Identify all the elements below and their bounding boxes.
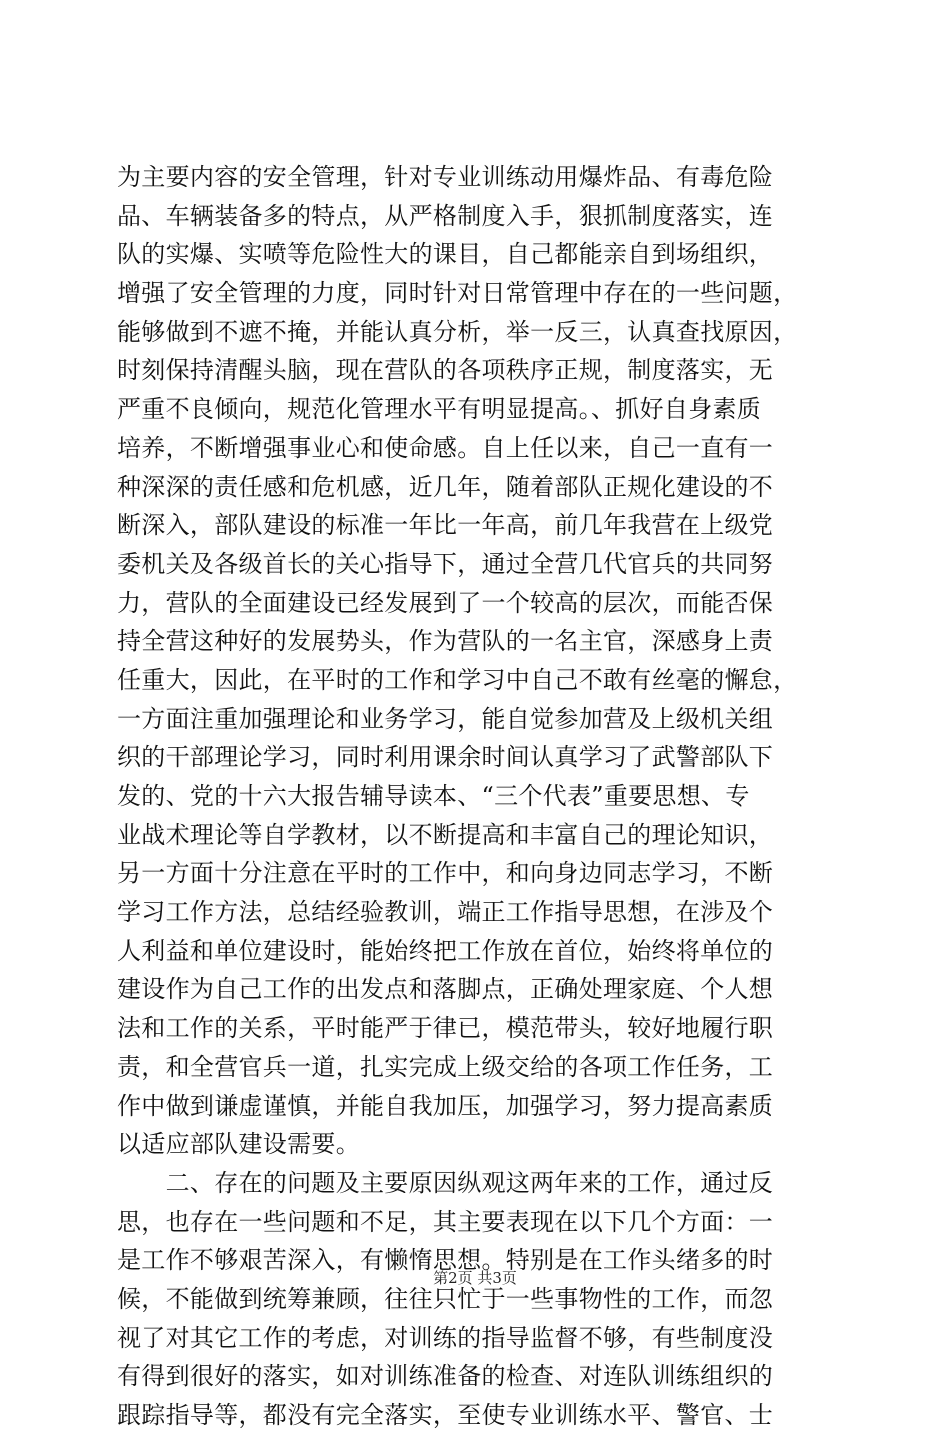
text-line: 跟踪指导等，都没有完全落实，至使专业训练水平、警官、士 (117, 1401, 774, 1429)
text-line: 二、存在的问题及主要原因纵观这两年来的工作，通过反 (117, 1168, 774, 1197)
text-line: 严重不良倾向，规范化管理水平有明显提高。、抓好自身素质 (117, 395, 762, 424)
text-line: 视了对其它工作的考虑，对训练的指导监督不够，有些制度没 (117, 1323, 774, 1352)
page-footer: 第2页 共3页 (433, 1269, 517, 1287)
text-line: 有得到很好的落实，如对训练准备的检查、对连队训练组织的 (117, 1362, 774, 1391)
text-line: 人利益和单位建设时，能始终把工作放在首位，始终将单位的 (117, 936, 774, 965)
text-line: 作中做到谦虚谨慎，并能自我加压，加强学习，努力提高素质 (117, 1091, 774, 1120)
text-line: 以适应部队建设需要。 (117, 1130, 360, 1159)
text-line: 品、车辆装备多的特点，从严格制度入手，狠抓制度落实，连 (117, 201, 774, 230)
text-line: 织的干部理论学习，同时利用课余时间认真学习了武警部队下 (117, 743, 774, 772)
text-line: 是工作不够艰苦深入，有懒惰思想。特别是在工作头绪多的时 (117, 1246, 774, 1275)
text-line: 培养，不断增强事业心和使命感。自上任以来，自己一直有一 (117, 433, 774, 462)
text-line: 责，和全营官兵一道，扎实完成上级交给的各项工作任务，工 (117, 1052, 774, 1081)
text-line: 队的实爆、实喷等危险性大的课目，自己都能亲自到场组织， (117, 240, 774, 269)
text-line: 思，也存在一些问题和不足，其主要表现在以下几个方面：一 (117, 1207, 774, 1236)
text-line: 发的、党的十六大报告辅导读本、“三个代表”重要思想、专 (117, 782, 750, 810)
text-line: 时刻保持清醒头脑，现在营队的各项秩序正规，制度落实，无 (117, 356, 774, 385)
text-line: 建设作为自己工作的出发点和落脚点，正确处理家庭、个人想 (117, 975, 774, 1004)
text-line: 委机关及各级首长的关心指导下，通过全营几代官兵的共同努 (117, 549, 774, 578)
text-line: 为主要内容的安全管理，针对专业训练动用爆炸品、有毒危险 (117, 163, 774, 191)
text-line: 另一方面十分注意在平时的工作中，和向身边同志学习，不断 (117, 859, 774, 888)
text-line: 业战术理论等自学教材，以不断提高和丰富自己的理论知识， (117, 820, 774, 849)
text-line: 断深入，部队建设的标准一年比一年高，前几年我营在上级党 (117, 511, 774, 540)
text-line: 一方面注重加强理论和业务学习，能自觉参加营及上级机关组 (117, 704, 774, 733)
text-line: 任重大，因此，在平时的工作和学习中自己不敢有丝毫的懈怠， (117, 665, 798, 694)
text-line: 力，营队的全面建设已经发展到了一个较高的层次，而能否保 (117, 588, 774, 617)
text-line: 能够做到不遮不掩，并能认真分析，举一反三，认真查找原因， (117, 317, 798, 346)
text-line: 法和工作的关系，平时能严于律已，模范带头，较好地履行职 (117, 1014, 774, 1043)
text-line: 学习工作方法，总结经验教训，端正工作指导思想，在涉及个 (117, 898, 774, 927)
text-line: 种深深的责任感和危机感，近几年，随着部队正规化建设的不 (117, 472, 774, 501)
body-text (117, 158, 837, 1435)
text-line: 持全营这种好的发展势头，作为营队的一名主官，深感身上责 (117, 627, 774, 656)
text-line: 增强了安全管理的力度，同时针对日常管理中存在的一些问题， (117, 279, 798, 308)
text-line: 候，不能做到统筹兼顾，往往只忙于一些事物性的工作，而忽 (117, 1284, 774, 1313)
